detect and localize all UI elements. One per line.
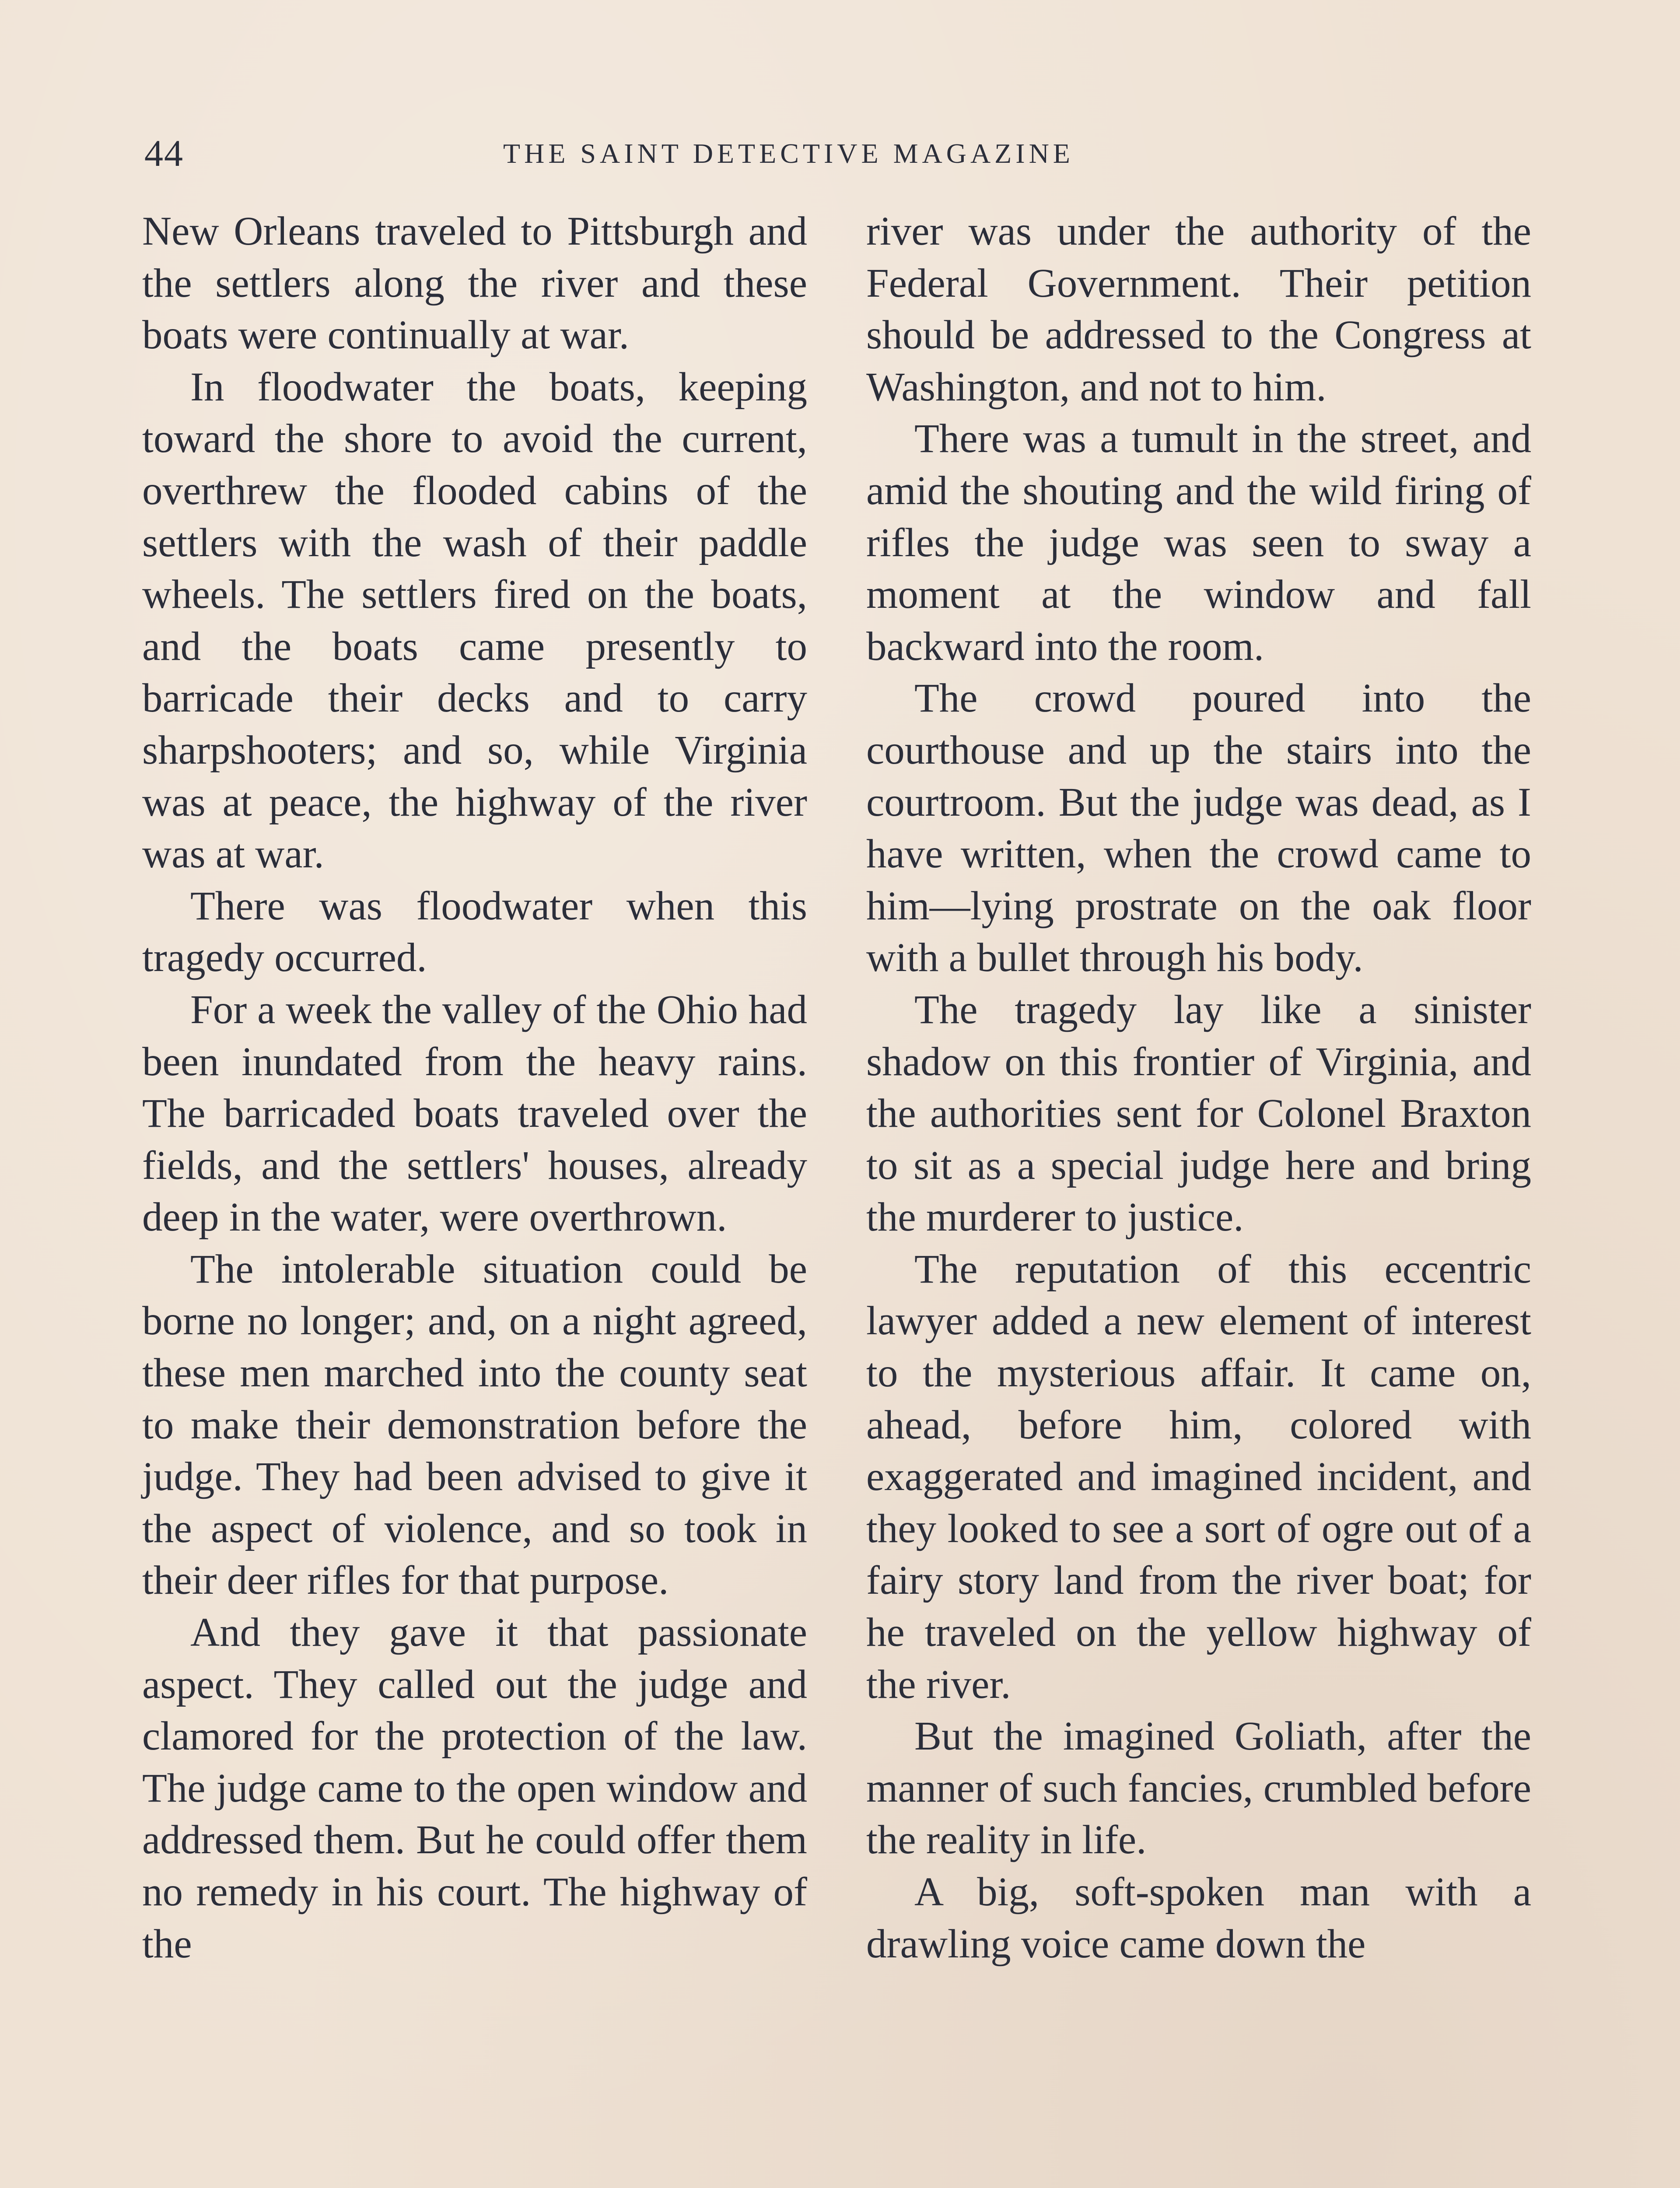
paragraph: But the imagined Goliath, after the manner of such fancies, crumbled before the reality in life.	[866, 1714, 1531, 1863]
right-column	[866, 206, 1531, 1970]
paragraph: river was under the authority of the Federal Government. Their petition should be addressed to the Congress at Washington, and not to him.	[866, 209, 1531, 410]
paragraph: New Orleans traveled to Pittsburgh and the settlers along the river and these boats were continually at war.	[142, 209, 807, 358]
paragraph: In floodwater the boats, keeping toward the shore to avoid the current, overthrew the flooded cabins of the settlers with the wash of their paddle wheels. The settlers fired on the boats, and the boats came presently to barricade their decks and to carry sharpshooters; and so, while Virginia was at peace, the highway of the river was at war.	[142, 364, 807, 877]
page-header	[144, 131, 1544, 179]
paragraph: For a week the valley of the Ohio had been inundated from the heavy rains. The barricaded boats traveled over the fields, and the settlers' houses, already deep in the water, were overthrown.	[142, 987, 807, 1240]
paragraph: The intolerable situation could be borne no longer; and, on a night agreed, these men marched into the county seat to make their demonstration before the judge. They had been advised to give it the aspect of violence, and so took in their deer rifles for that purpose.	[142, 1246, 807, 1603]
paragraph: The crowd poured into the courthouse and up the stairs into the courtroom. But the judge was dead, as I have written, when the crowd came to him—lying prostrate on the oak floor with a bullet through his body.	[866, 676, 1531, 981]
left-column	[142, 206, 807, 1970]
paragraph: And they gave it that passionate aspect. They called out the judge and clamored for the protection of the law. The judge came to the open window and addressed them. But he could offer them no remedy in his court. The highway of the	[142, 1610, 807, 1967]
paragraph: A big, soft-spoken man with a drawling voice came down the	[866, 1869, 1531, 1967]
paragraph: The reputation of this eccentric lawyer added a new element of interest to the mysterious affair. It came on, ahead, before him, colored with exaggerated and imagined incident, and they looked to see a sort of ogre out of a fairy story land from the river boat; for he traveled on the yellow highway of the river.	[866, 1246, 1531, 1707]
paragraph: There was a tumult in the street, and amid the shouting and the wild firing of rifles the judge was seen to sway a moment at the window and fall backward into the room.	[866, 416, 1531, 669]
paragraph: There was floodwater when this tragedy occurred.	[142, 883, 807, 981]
running-head: THE SAINT DETECTIVE MAGAZINE	[503, 138, 1074, 169]
paragraph: The tragedy lay like a sinister shadow on this frontier of Virginia, and the authorities sent for Colonel Braxton to sit as a special judge here and bring the murderer to justice.	[866, 987, 1531, 1240]
page-number: 44	[144, 132, 184, 174]
